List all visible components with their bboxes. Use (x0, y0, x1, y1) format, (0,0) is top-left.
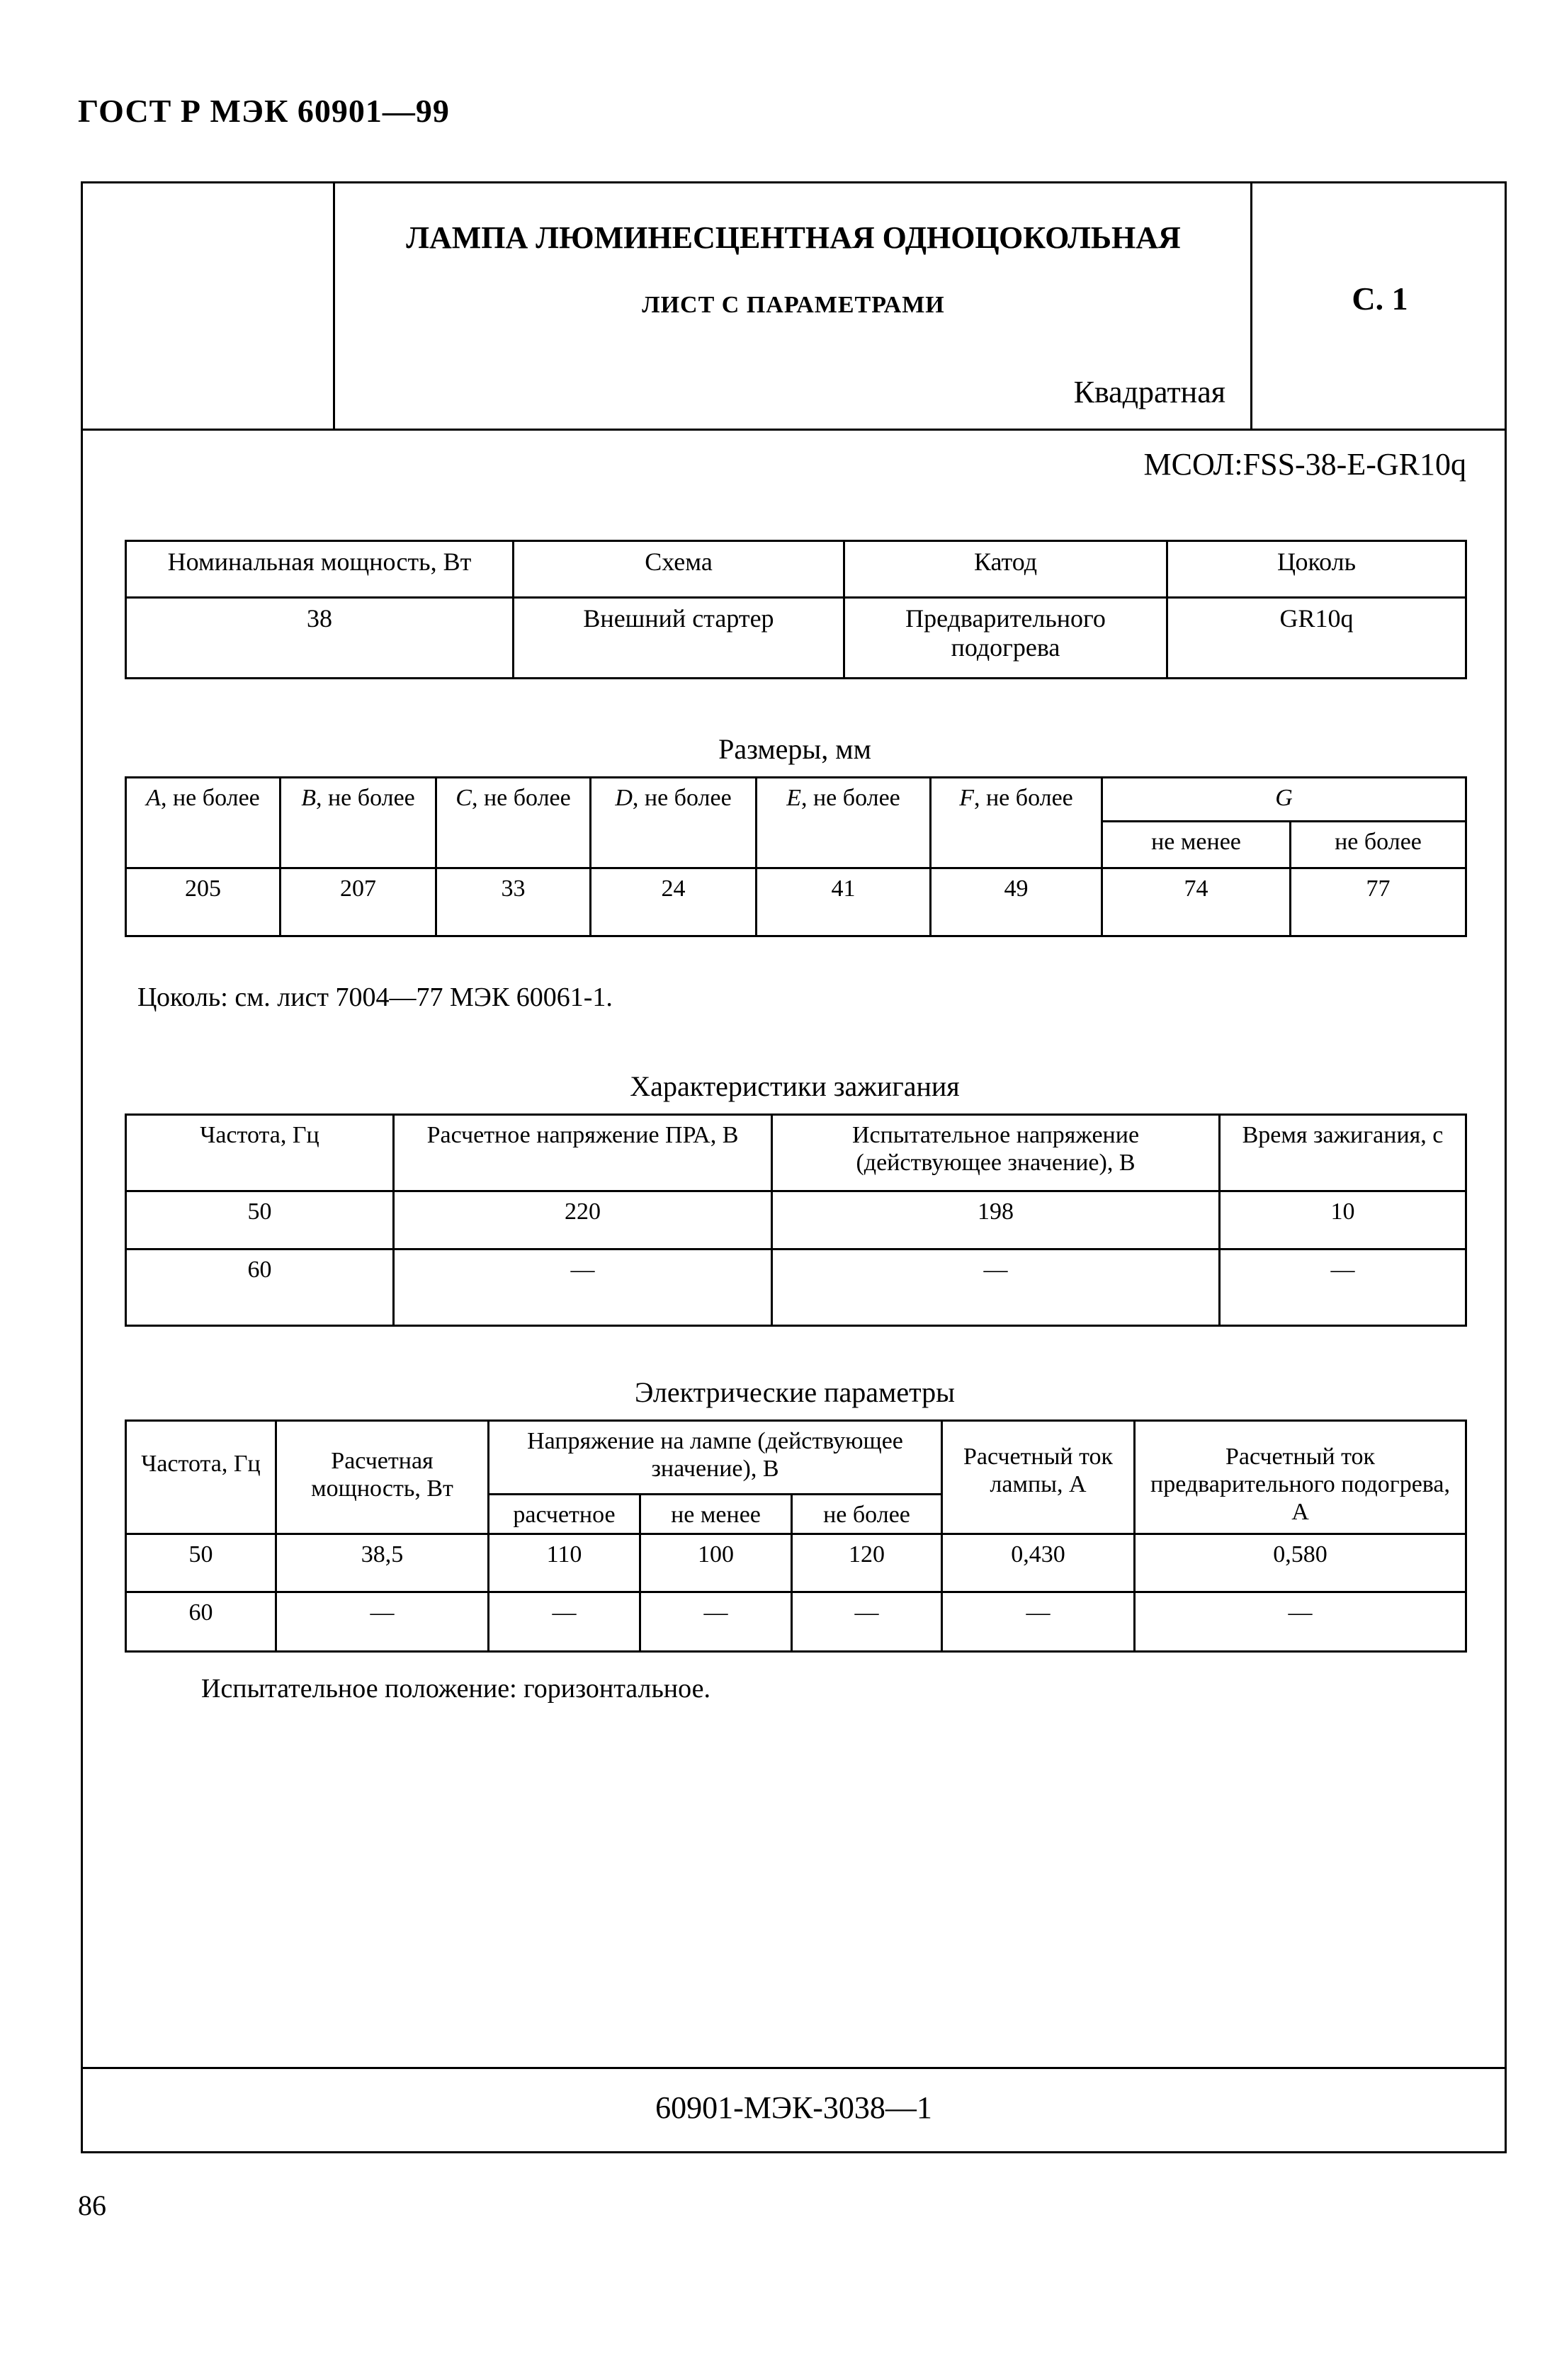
header-cell: Расчетная мощность, Вт (276, 1421, 489, 1534)
table-row (126, 1592, 1466, 1652)
table-header-row (126, 1115, 1466, 1191)
cell: 60 (126, 1592, 276, 1652)
header-cell: не менее (640, 1495, 792, 1534)
main-params-table (125, 540, 1467, 679)
lamp-shape: Квадратная (1073, 375, 1225, 409)
cell: 38,5 (276, 1534, 489, 1592)
dim-value-d: 24 (591, 868, 757, 936)
cell: — (942, 1592, 1135, 1652)
ignition-table (125, 1114, 1467, 1327)
cell: — (792, 1592, 942, 1652)
dim-header-g: G (1102, 778, 1466, 822)
cell: 10 (1220, 1191, 1466, 1250)
dim-header-a: A, не более (126, 778, 281, 868)
table-row (126, 1191, 1466, 1250)
header-cell: расчетное (489, 1495, 640, 1534)
header-cell: не более (792, 1495, 942, 1534)
dim-value-c: 33 (436, 868, 591, 936)
cell: 120 (792, 1534, 942, 1592)
ignition-title: Характеристики зажигания (630, 1070, 960, 1102)
table-row (126, 598, 1466, 679)
sheet-subtitle: ЛИСТ С ПАРАМЕТРАМИ (642, 292, 945, 318)
header-cell: Расчетное напряжение ПРА, В (394, 1115, 772, 1191)
dim-header-b: B, не более (281, 778, 436, 868)
header-cell: Цоколь (1167, 541, 1466, 598)
lamp-code: МСОЛ:FSS-38-E-GR10q (1143, 447, 1466, 482)
header-cell: Напряжение на лампе (действующее значение), В (489, 1421, 942, 1495)
base-note: Цоколь: см. лист 7004—77 МЭК 60061-1. (137, 982, 613, 1012)
header-cell: Катод (844, 541, 1167, 598)
table-header-row (126, 541, 1466, 598)
cell: 50 (126, 1534, 276, 1592)
header-cell: Схема (514, 541, 844, 598)
dim-header-f: F, не более (931, 778, 1102, 868)
cell: 50 (126, 1191, 394, 1250)
page-number: 86 (78, 2189, 106, 2221)
dimensions-title: Размеры, мм (718, 733, 871, 765)
dim-header-d: D, не более (591, 778, 757, 868)
sheet-title: ЛАМПА ЛЮМИНЕСЦЕНТНАЯ ОДНОЦОКОЛЬНАЯ (406, 220, 1181, 255)
cell: 0,580 (1135, 1534, 1466, 1592)
cathode-cell: Предварительного подогрева (844, 598, 1167, 679)
cell: 220 (394, 1191, 772, 1250)
dim-header-g-max: не более (1291, 822, 1466, 868)
sheet-code: 60901-МЭК-3038—1 (655, 2090, 932, 2125)
cell: — (1220, 1250, 1466, 1326)
cell: — (772, 1250, 1220, 1326)
cell: 198 (772, 1191, 1220, 1250)
dim-value-g-min: 74 (1102, 868, 1291, 936)
test-position-note: Испытательное положение: горизонтальное. (201, 1674, 710, 1704)
header-cell: Номинальная мощность, Вт (126, 541, 514, 598)
dim-value-g-max: 77 (1291, 868, 1466, 936)
table-header-row (126, 1421, 1466, 1495)
cell: — (276, 1592, 489, 1652)
electrical-title: Электрические параметры (635, 1376, 955, 1408)
cell: 110 (489, 1534, 640, 1592)
cell: 100 (640, 1534, 792, 1592)
dim-header-e: E, не более (757, 778, 931, 868)
sheet-page-number: С. 1 (1352, 280, 1408, 317)
cell: 60 (126, 1250, 394, 1326)
dim-value-f: 49 (931, 868, 1102, 936)
header-cell: Испытательное напряжение (действующее значение), В (772, 1115, 1220, 1191)
table-header-row (126, 778, 1466, 822)
cell: 0,430 (942, 1534, 1135, 1592)
document-header: ГОСТ Р МЭК 60901—99 (78, 93, 450, 129)
table-row (126, 868, 1466, 936)
dim-value-e: 41 (757, 868, 931, 936)
header-cell: Расчетный ток предварительного подогрева, А (1135, 1421, 1466, 1534)
electrical-table (125, 1420, 1467, 1653)
dim-header-c: C, не более (436, 778, 591, 868)
cell: — (489, 1592, 640, 1652)
power-cell: 38 (126, 598, 514, 679)
table-row (126, 1250, 1466, 1326)
cell: — (1135, 1592, 1466, 1652)
base-cell: GR10q (1167, 598, 1466, 679)
dimensions-table (125, 776, 1467, 937)
table-row (126, 1534, 1466, 1592)
dim-value-a: 205 (126, 868, 281, 936)
footer-divider (81, 2067, 1507, 2069)
header-cell: Расчетный ток лампы, А (942, 1421, 1135, 1534)
header-cell: Частота, Гц (126, 1115, 394, 1191)
circuit-cell: Внешний стартер (514, 598, 844, 679)
header-cell: Время зажигания, с (1220, 1115, 1466, 1191)
dim-value-b: 207 (281, 868, 436, 936)
header-cell: Частота, Гц (126, 1421, 276, 1534)
cell: — (640, 1592, 792, 1652)
dim-header-g-min: не менее (1102, 822, 1291, 868)
cell: — (394, 1250, 772, 1326)
